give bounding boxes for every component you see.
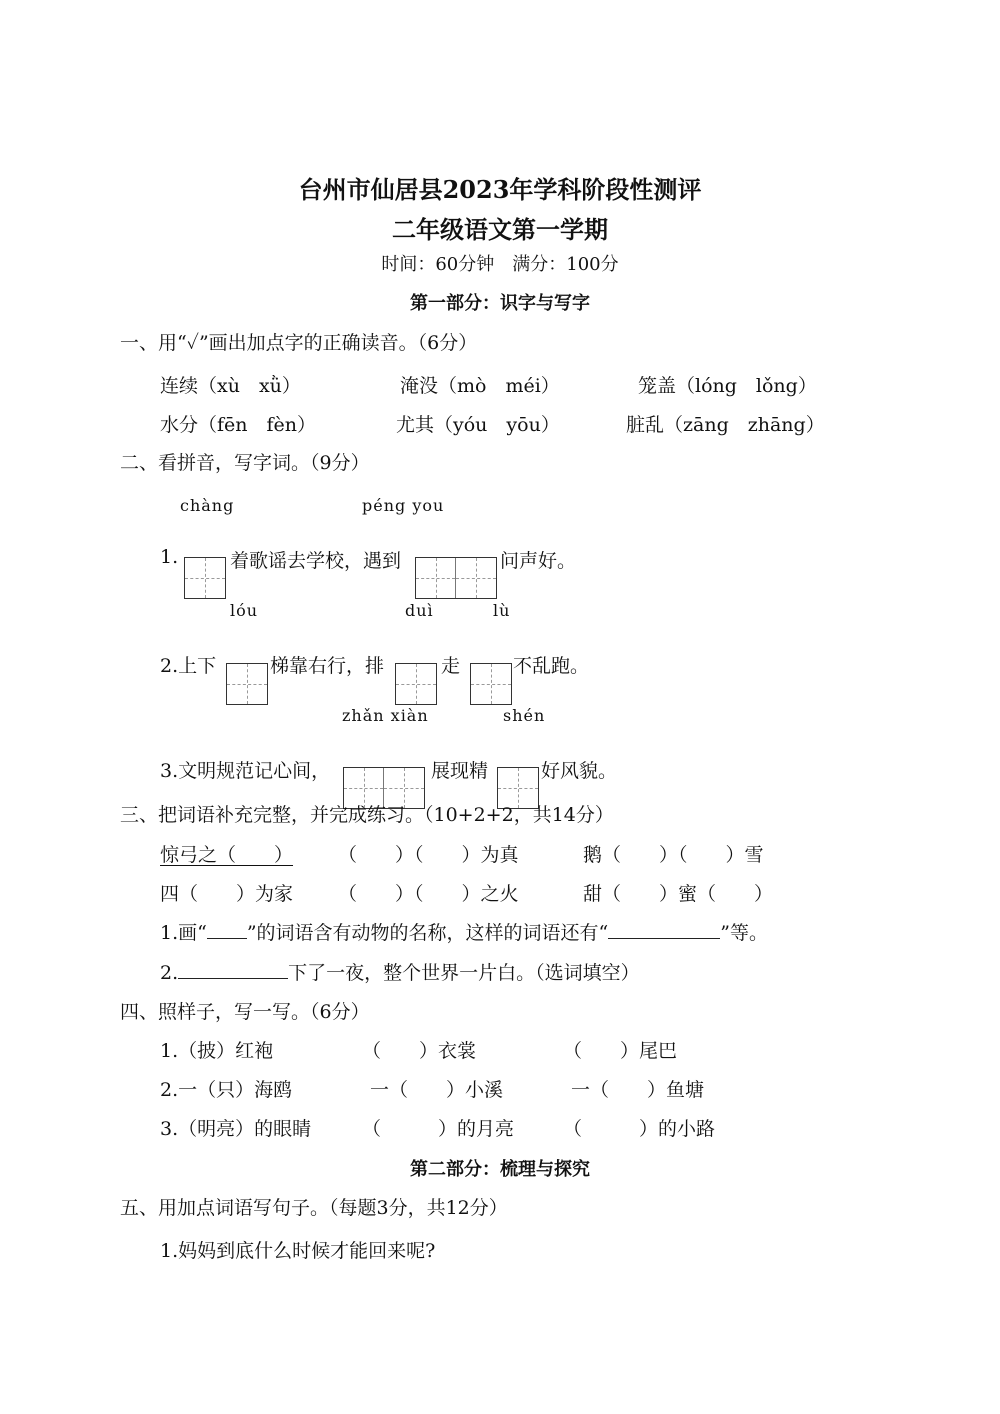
q2-line3-num: 3.文明规范记心间， [160, 760, 331, 782]
q2-line2-text: 走 [441, 655, 461, 677]
q3-sub2-a: 2. [160, 962, 179, 984]
answer-blank[interactable] [608, 920, 720, 939]
q4-item: 2.一（只）海鸥 [160, 1079, 293, 1101]
q2-line1-num: 1. [160, 546, 179, 568]
q2-line2-text: 不乱跑。 [513, 655, 590, 677]
q2-line3-text: 好风貌。 [541, 760, 618, 782]
q3-sub1 [160, 918, 768, 945]
q2-line2-num: 2.上下 [160, 655, 217, 677]
q1-item: 脏乱（zāng zhāng） [626, 414, 825, 436]
q3-idiom: （ ）（ ）之火 [338, 883, 519, 905]
q5-title: 五、用加点词语写句子。（每题3分，共12分） [120, 1197, 508, 1219]
part2-title: 第二部分：梳理与探究 [410, 1159, 590, 1180]
pinyin-label: shén [503, 706, 546, 725]
exam-subtitle: 二年级语文第一学期 [392, 215, 608, 244]
q2-line1-text: 着歌谣去学校，遇到 [230, 550, 402, 572]
writing-grid-1[interactable] [184, 557, 226, 599]
q4-item: （ ）的小路 [563, 1118, 716, 1140]
q3-idiom: （ ）（ ）为真 [338, 844, 519, 866]
answer-blank[interactable] [207, 920, 247, 939]
writing-grid-3[interactable] [226, 663, 268, 705]
q4-item: 3.（明亮）的眼睛 [160, 1118, 312, 1140]
q4-title: 四、照样子，写一写。（6分） [120, 1001, 370, 1023]
answer-blank[interactable] [178, 960, 288, 979]
q2-line3-text: 展现精 [431, 760, 489, 782]
q2-line1-text: 问声好。 [500, 550, 577, 572]
q3-idiom: 鹅（ ）（ ）雪 [583, 844, 764, 866]
q1-item: 笼盖（lóng lǒng） [638, 375, 817, 397]
writing-grid-2[interactable] [415, 557, 497, 599]
q4-item: （ ）衣裳 [362, 1040, 477, 1062]
q4-item: 1.（披）红袍 [160, 1040, 274, 1062]
q4-item: （ ）尾巴 [563, 1040, 678, 1062]
exam-title: 台州市仙居县2023年学科阶段性测评 [298, 175, 702, 204]
q5-sentence: 1.妈妈到底什么时候才能回来呢? [160, 1240, 436, 1262]
q3-sub1-b: ”的词语含有动物的名称，这样的词语还有“ [246, 922, 609, 944]
q4-item: （ ）的月亮 [362, 1118, 515, 1140]
q3-sub1-a: 1.画“ [160, 922, 207, 944]
q1-item: 尤其（yóu yōu） [396, 414, 560, 436]
pinyin-label: zhǎn xiàn [342, 706, 429, 725]
q1-item: 连续（xù xǜ） [160, 375, 301, 397]
pinyin-label: chàng [180, 496, 235, 515]
writing-grid-5[interactable] [470, 663, 512, 705]
part1-title: 第一部分：识字与写字 [410, 293, 590, 314]
q3-sub2 [160, 958, 640, 985]
q1-item: 水分（fēn fèn） [160, 414, 317, 436]
q4-item: 一（ ）鱼塘 [571, 1079, 705, 1101]
q2-title: 二、看拼音，写字词。（9分） [120, 452, 370, 474]
q3-idiom: 惊弓之（ ） [160, 844, 294, 866]
pinyin-label: péng you [362, 496, 445, 515]
pinyin-label: duì [405, 601, 434, 620]
pinyin-label: lóu [230, 601, 259, 620]
q3-sub2-b: 下了一夜，整个世界一片白。（选词填空） [288, 962, 640, 984]
q3-idiom: 甜（ ）蜜（ ） [583, 883, 774, 905]
writing-grid-4[interactable] [395, 663, 437, 705]
pinyin-label: lù [493, 601, 511, 620]
exam-meta: 时间：60分钟 满分：100分 [381, 254, 619, 275]
q2-line2-text: 梯靠右行，排 [270, 655, 385, 677]
q1-item: 淹没（mò méi） [400, 375, 560, 397]
q3-idiom: 四（ ）为家 [160, 883, 294, 905]
q4-item: 一（ ）小溪 [370, 1079, 504, 1101]
q1-title: 一、用“✓”画出加点字的正确读音。（6分） [120, 332, 478, 354]
q3-sub1-c: ”等。 [720, 922, 768, 944]
q3-title: 三、把词语补充完整，并完成练习。（10+2+2，共14分） [120, 804, 614, 826]
